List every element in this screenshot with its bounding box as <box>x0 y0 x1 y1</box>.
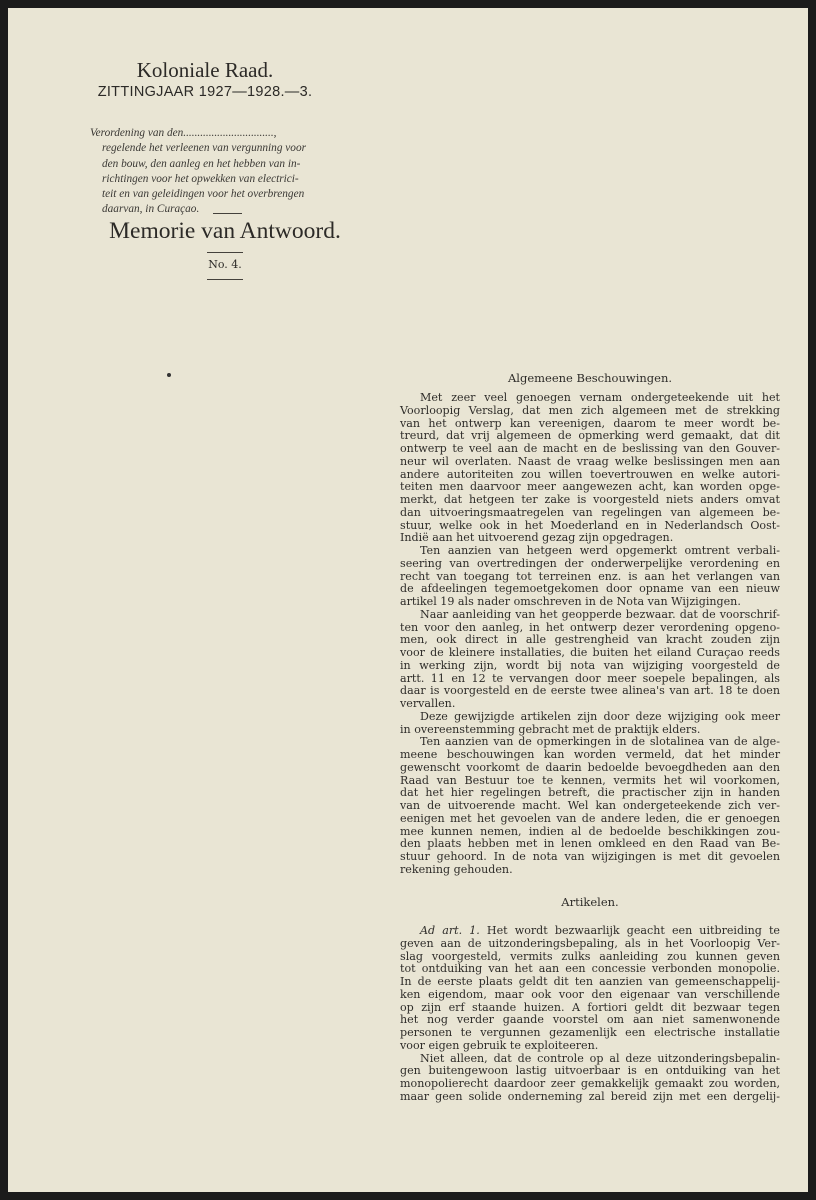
text-line: gen buitengewoon lastig uitvoerbaar is en ontduiking van het <box>400 1064 780 1078</box>
text-line: voor eigen gebruik te exploiteeren. <box>400 1038 599 1052</box>
section-heading-articles: Artikelen. <box>561 895 619 909</box>
text-line: dat het hier regelingen betreft, die practischer zijn in handen <box>400 786 780 800</box>
text-line: eenigen met het gevoelen van de andere leden, die er genoegen <box>400 811 780 825</box>
text-line: recht van toegang tot terreinen enz. is aan het verlangen van <box>400 569 780 583</box>
council-title: Koloniale Raad. <box>136 58 274 82</box>
text-line: Naar aanleiding van het geopperde bezwaar. dat de voorschrif- <box>420 607 780 621</box>
ordinance-line: daarvan, in Curaçao. <box>102 203 200 216</box>
text-line: Deze gewijzigde artikelen zijn door deze wijziging ook meer <box>420 709 780 723</box>
text-line: mee kunnen nemen, indien al de bedoelde beschikkingen zou- <box>400 824 780 838</box>
text-line: den plaats hebben met in lenen omkleed en den Raad van Be- <box>400 837 780 851</box>
text-line: op zijn erf staande huizen. A fortiori geldt dit bezwaar tegen <box>400 1000 780 1014</box>
section-heading-general: Algemeene Beschouwingen. <box>507 371 673 385</box>
text-line: daar is voorgesteld en de eerste twee alinea's van art. 18 te doen <box>400 684 780 698</box>
text-line: monopolierecht daardoor zeer gemakkelijk gemaakt zou worden, <box>400 1077 780 1090</box>
text-line: stuur gehoord. In de nota van wijzigingen is met dit gevoelen <box>400 850 780 863</box>
text-line: Ten aanzien van de opmerkingen in de slotalinea van de alge- <box>420 735 780 749</box>
text-line: In de eerste plaats geldt dit ten aanzien van gemeenschappelij- <box>400 975 780 988</box>
text-line: de afdeelingen tegemoetgekomen door opname van een nieuw <box>400 582 780 596</box>
bullet-mark <box>167 373 171 377</box>
ordinance-line: Verordening van den................................, <box>90 127 277 139</box>
text-line: neur wil overlaten. Naast de vraag welke beslissingen men aan <box>400 454 780 468</box>
text-line: in overeenstemming gebracht met de praktijk elders. <box>400 722 701 736</box>
text-line: andere autoriteiten zou willen toevertrouwen en welke autori- <box>400 467 780 481</box>
ordinance-line: richtingen voor het opwekken van electrici- <box>102 172 299 185</box>
text-line: meene beschouwingen kan worden vermeld, dat het minder <box>400 748 780 761</box>
text-line: tot ontduiking van het aan een concessie verbonden monopolie. <box>400 962 780 976</box>
text-line: voor de kleinere installaties, die buiten het eiland Curaçao reeds <box>400 646 780 659</box>
session-year: ZITTINGJAAR 1927—1928.—3. <box>97 84 313 100</box>
ordinance-line: regelende het verleenen van vergunning voor <box>102 142 306 155</box>
text-line: Raad van Bestuur toe te kennen, vermits het wil voorkomen, <box>400 773 780 787</box>
text-line: ten voor den aanleg, in het ontwerp dezer verordening opgeno- <box>400 620 780 634</box>
text-line: Met zeer veel genoegen vernam ondergeteekende uit het <box>420 391 780 404</box>
text-span: Het wordt bezwaarlijk geacht een uitbreiding te <box>479 924 780 937</box>
text-line: seering van overtredingen der onderwerpelijke verordening en <box>400 556 780 570</box>
document-number: No. 4. <box>208 258 242 271</box>
text-line: stuur, welke ook in het Moederland en in Nederlandsch Oost- <box>400 518 780 532</box>
text-line: teiten men daarvoor meer aangewezen acht, kan worden opge- <box>400 480 780 494</box>
text-line <box>400 925 780 938</box>
text-line: van het ontwerp kan vereenigen, daarom te meer wordt be- <box>400 416 780 430</box>
text-line: merkt, dat hetgeen ter zake is voorgesteld niets anders omvat <box>400 493 780 506</box>
text-line: ontwerp te veel aan de macht en de beslissing van den Gouver- <box>400 442 780 455</box>
ordinance-line: teit en van geleidingen voor het overbrengen <box>102 188 305 201</box>
text-line: personen te vergunnen gezamenlijk een electrische installatie <box>400 1026 780 1039</box>
text-line: Ten aanzien van hetgeen werd opgemerkt omtrent verbali- <box>420 544 780 557</box>
divider <box>207 279 243 280</box>
text-line: dan uitvoeringsmaatregelen van regelingen van algemeen be- <box>400 505 780 519</box>
section-general-body <box>400 392 780 877</box>
text-line: gewenscht voorkomt de daarin bedoelde bevoegdheden aan den <box>400 760 780 774</box>
text-line: het nog verder gaande voorstel om aan niet samenwonende <box>400 1013 780 1027</box>
ordinance-line: den bouw, den aanleg en het hebben van in- <box>102 157 301 170</box>
divider <box>213 213 242 214</box>
text-line: artt. 11 en 12 te vervangen door meer soepele bepalingen, als <box>400 671 780 685</box>
ordinance-description <box>90 126 366 218</box>
text-line: Voorloopig Verslag, dat men zich algemeen met de strekking <box>400 403 780 417</box>
text-line: geven aan de uitzonderingsbepaling, als in het Voorloopig Ver- <box>400 936 780 950</box>
text-line: vervallen. <box>400 697 456 710</box>
text-line: slag voorgesteld, vermits zulks aanleiding zou kunnen geven <box>400 949 780 963</box>
divider <box>207 252 243 253</box>
text-line: artikel 19 als nader omschreven in de Nota van Wijzigingen. <box>400 595 741 608</box>
memorie-title: Memorie van Antwoord. <box>109 218 341 244</box>
text-line: Niet alleen, dat de controle op al deze uitzonderingsbepalin- <box>420 1051 780 1065</box>
text-line: treurd, dat vrij algemeen de opmerking werd gemaakt, dat dit <box>400 429 780 443</box>
article-reference: Ad art. 1. <box>420 924 480 937</box>
text-line: in werking zijn, wordt bij nota van wijziging voorgesteld de <box>400 658 780 672</box>
text-line: Indië aan het uitvoerend gezag zijn opgedragen. <box>400 531 674 545</box>
text-line: maar geen solide onderneming zal bereid zijn met een dergelij- <box>400 1089 780 1103</box>
text-line: rekening gehouden. <box>400 862 513 876</box>
section-articles-body <box>400 925 780 1104</box>
text-line: ken eigendom, maar ook voor den eigenaar van verschillende <box>400 987 780 1001</box>
text-line: men, ook direct in alle gestrengheid van kracht zouden zijn <box>400 633 780 647</box>
text-line: van de uitvoerende macht. Wel kan ondergeteekende zich ver- <box>400 799 780 812</box>
